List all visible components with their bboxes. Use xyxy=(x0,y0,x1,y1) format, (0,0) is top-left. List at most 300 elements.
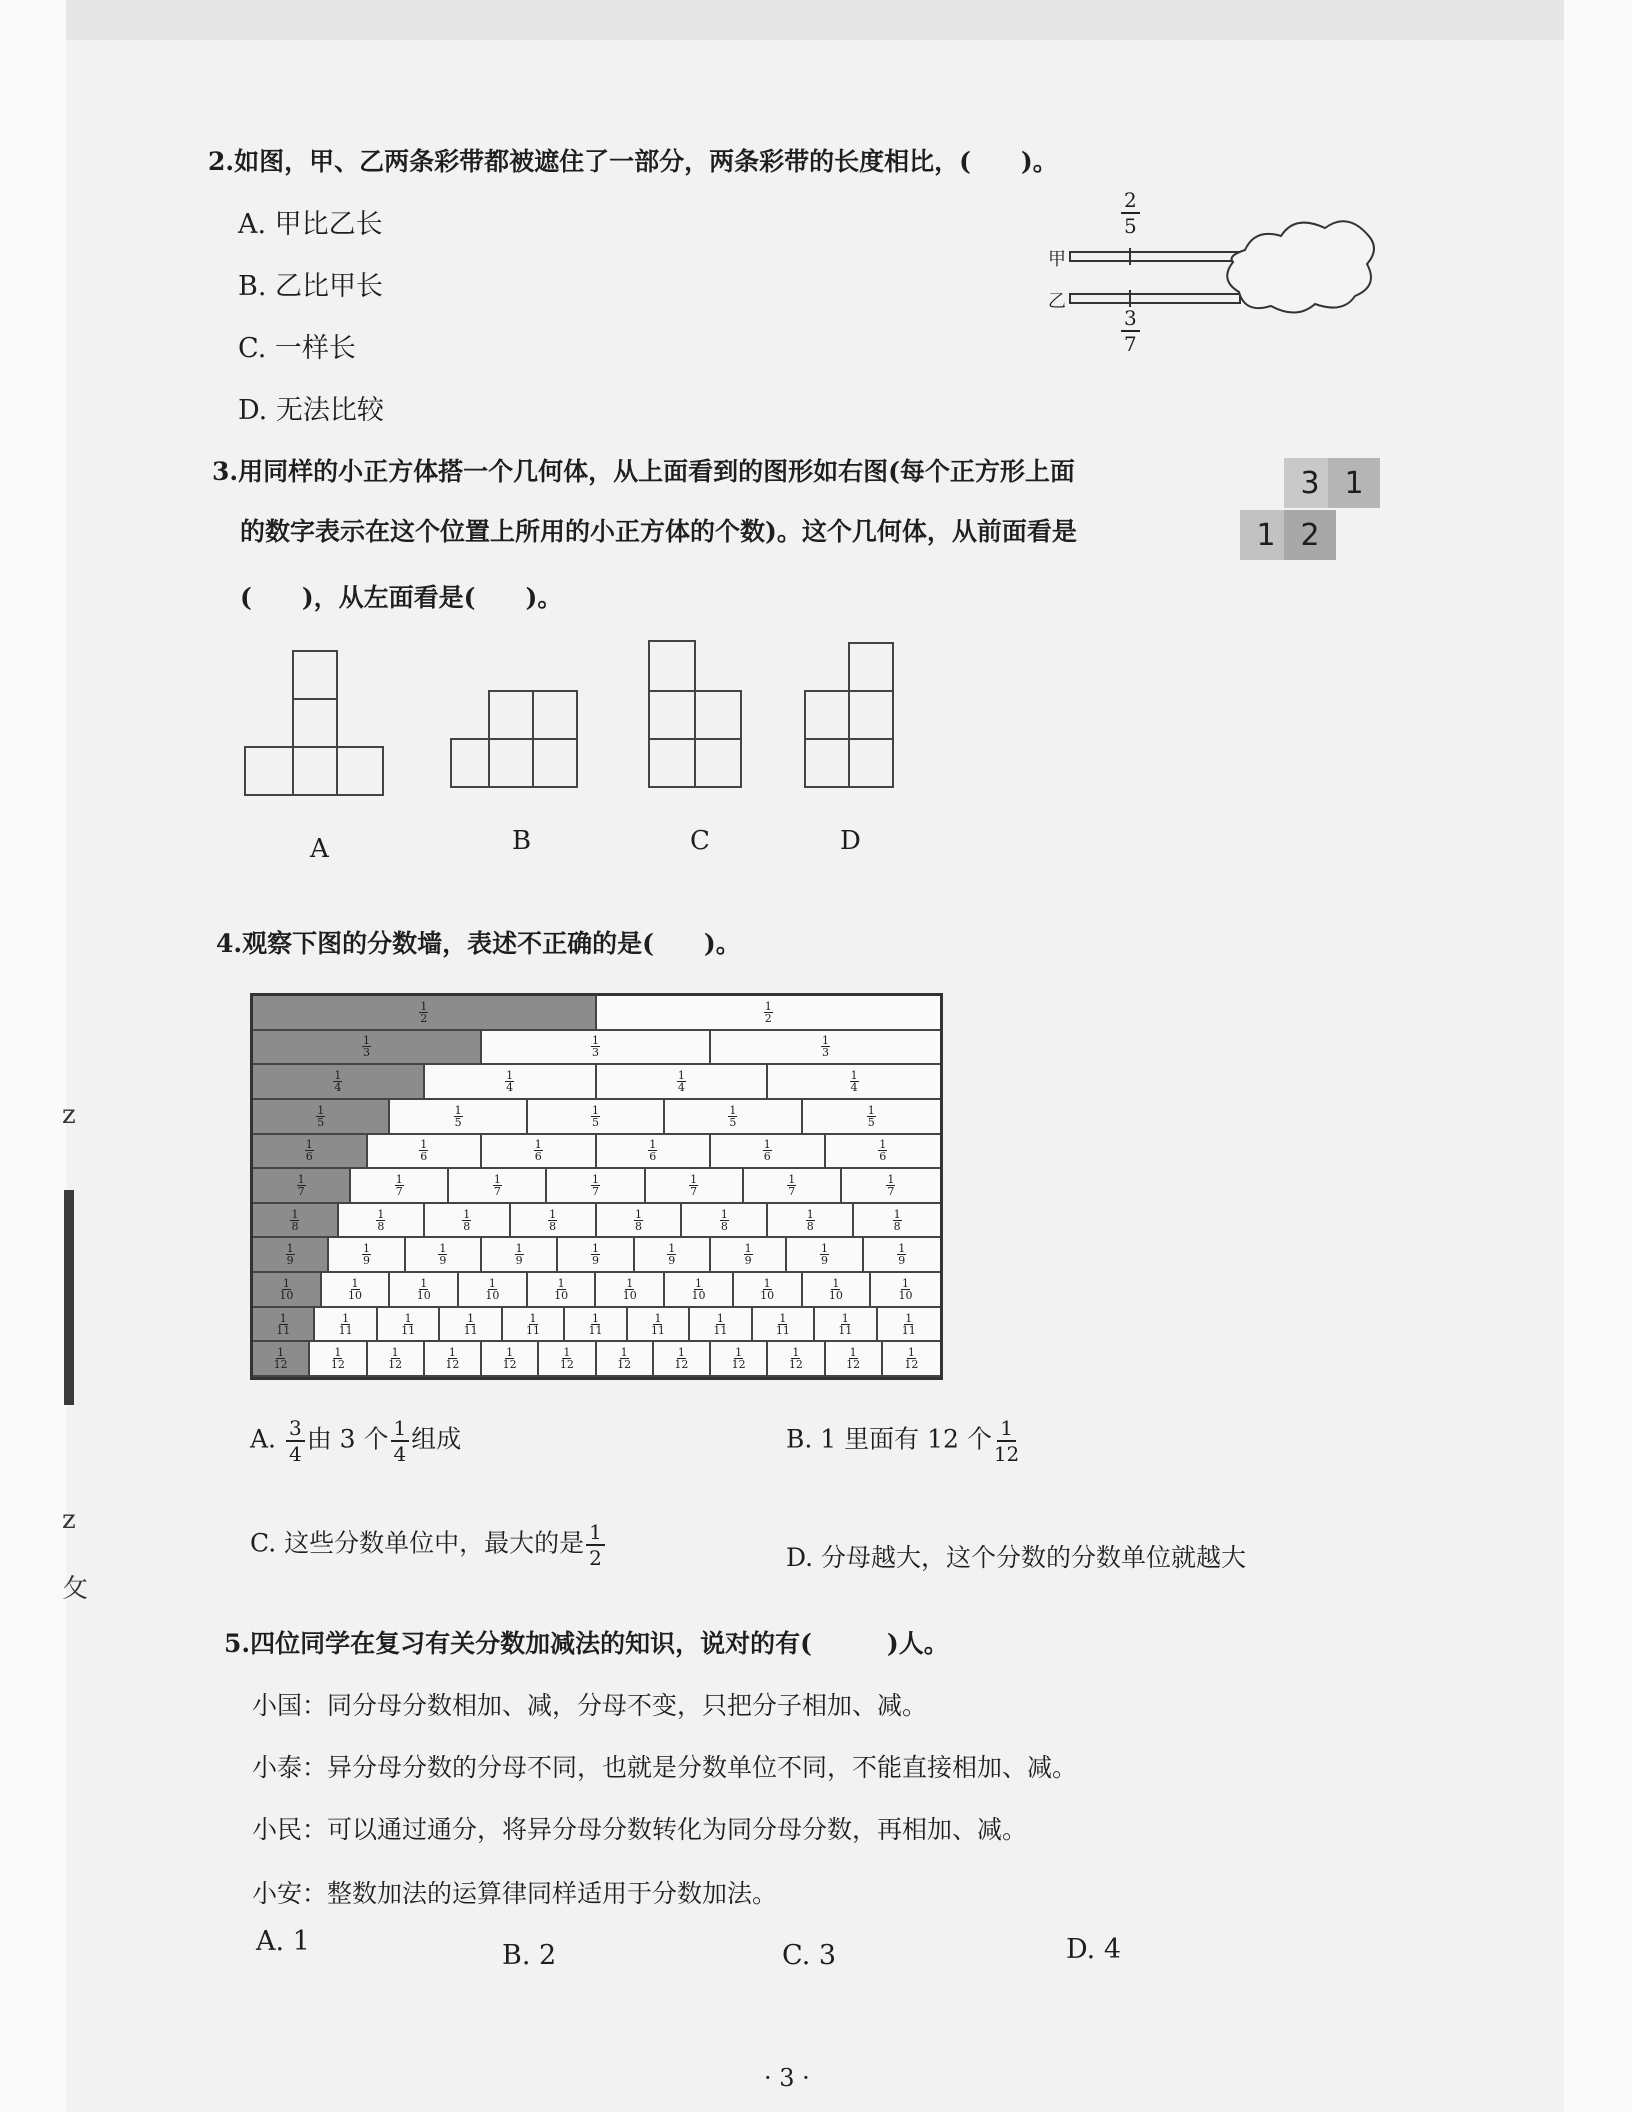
frac-numerator: 1 xyxy=(849,1346,857,1360)
unit-fraction xyxy=(297,1174,306,1197)
frac-denominator: 5 xyxy=(867,1115,875,1129)
fraction-wall-cell xyxy=(654,1342,711,1377)
q2-option-c[interactable]: C. 一样长 xyxy=(238,333,356,364)
fraction-wall-cell xyxy=(253,1308,315,1343)
ribbon-label-yi: 乙 xyxy=(1048,291,1066,312)
unit-fraction xyxy=(534,1139,543,1162)
frac-denominator: 8 xyxy=(291,1219,299,1233)
edge-char: 攵 xyxy=(62,1574,89,1604)
q3-stem-line1: 3.用同样的小正方体搭一个几何体，从上面看到的图形如右图(每个正方形上面 xyxy=(212,457,1075,486)
fraction-wall-cell xyxy=(635,1238,711,1273)
frac-numerator: 1 xyxy=(591,1242,599,1256)
frac-denominator: 9 xyxy=(820,1254,828,1268)
q3-figure-c[interactable] xyxy=(648,640,744,790)
q4-stem: 4.观察下图的分数墙，表述不正确的是( )。 xyxy=(216,929,741,958)
frac-numerator: 1 xyxy=(334,1069,342,1083)
frac-numerator: 1 xyxy=(591,1311,599,1325)
unit-fraction xyxy=(897,1243,906,1266)
fraction-wall-cell xyxy=(425,1204,511,1239)
frac-denominator: 12 xyxy=(559,1358,574,1372)
unit-fraction xyxy=(763,1139,772,1162)
ribbon-figure xyxy=(1040,190,1380,370)
fraction-wall-cell xyxy=(449,1169,547,1204)
top-view-cell: 2 xyxy=(1284,510,1336,560)
unit-fraction xyxy=(305,1139,314,1162)
frac-denominator: 12 xyxy=(904,1358,919,1372)
option-text: B. 1 里面有 12 个 xyxy=(786,1424,992,1454)
q4-option-a[interactable] xyxy=(250,1418,461,1464)
unit-fraction xyxy=(503,1347,517,1370)
fraction-wall-cell xyxy=(787,1238,863,1273)
frac-numerator: 1 xyxy=(586,1522,605,1546)
q2-option-b[interactable]: B. 乙比甲长 xyxy=(238,271,384,302)
unit-fraction xyxy=(388,1347,402,1370)
frac-denominator: 12 xyxy=(388,1358,403,1372)
frac-numerator: 1 xyxy=(649,1138,657,1152)
unit-fraction xyxy=(838,1313,852,1336)
fraction-wall-cell xyxy=(253,996,597,1031)
unit-fraction xyxy=(591,1035,600,1058)
unit-fraction xyxy=(674,1347,688,1370)
frac-denominator: 7 xyxy=(395,1184,403,1198)
frac-denominator: 6 xyxy=(879,1150,887,1164)
q5-statement: 小泰：异分母分数的分母不同，也就是分数单位不同，不能直接相加、减。 xyxy=(252,1753,1078,1782)
unit-fraction xyxy=(417,1278,431,1301)
frac-denominator: 11 xyxy=(463,1323,478,1337)
frac-numerator: 1 xyxy=(549,1207,557,1221)
frac-numerator: 1 xyxy=(716,1311,724,1325)
ribbon-figure-drawing xyxy=(1040,190,1380,370)
frac-numerator: 1 xyxy=(454,1103,462,1117)
q2-stem: 2.如图，甲、乙两条彩带都被遮住了一部分，两条彩带的长度相比，( )。 xyxy=(208,147,1058,176)
unit-fraction xyxy=(438,1243,447,1266)
unit-fraction xyxy=(789,1347,803,1370)
fraction-wall-cell xyxy=(744,1169,842,1204)
frac-numerator: 1 xyxy=(592,1034,599,1048)
unit-fraction xyxy=(331,1347,345,1370)
fraction-wall-cell xyxy=(390,1100,527,1135)
frac-denominator: 5 xyxy=(454,1115,462,1129)
cube-square xyxy=(244,746,294,796)
unit-fraction xyxy=(744,1243,753,1266)
frac-denominator: 9 xyxy=(744,1254,752,1268)
frac-denominator: 12 xyxy=(993,1442,1020,1466)
unit-fraction xyxy=(850,1070,859,1093)
fraction-wall-cell xyxy=(768,1342,825,1377)
frac-numerator: 1 xyxy=(654,1311,662,1325)
unit-fraction xyxy=(362,1243,371,1266)
unit-fraction xyxy=(485,1278,499,1301)
top-view-cell: 3 xyxy=(1284,458,1336,508)
unit-fraction xyxy=(554,1278,568,1301)
frac-denominator: 8 xyxy=(806,1219,814,1233)
fraction-wall-cell xyxy=(690,1308,752,1343)
unit-fraction xyxy=(591,1174,600,1197)
q4-option-b[interactable] xyxy=(786,1418,1021,1464)
fraction-wall-cell xyxy=(368,1342,425,1377)
frac-numerator: 1 xyxy=(305,1138,313,1152)
option-text: 组成 xyxy=(411,1424,462,1454)
fraction-wall-cell xyxy=(711,1031,940,1066)
frac-denominator: 4 xyxy=(288,1442,302,1466)
cube-square xyxy=(292,746,338,796)
frac-numerator: 1 xyxy=(735,1346,743,1360)
unit-fraction xyxy=(829,1278,843,1301)
frac-numerator: 1 xyxy=(515,1242,523,1256)
cube-square xyxy=(488,738,534,788)
page-right-margin xyxy=(1564,0,1632,2112)
frac-numerator: 1 xyxy=(744,1242,752,1256)
frac-denominator: 10 xyxy=(554,1288,569,1302)
q5-option-a[interactable]: A. 1 xyxy=(256,1926,310,1957)
fraction-wall-row xyxy=(253,1169,940,1204)
frac-denominator: 10 xyxy=(828,1288,843,1302)
unit-fraction xyxy=(286,1243,295,1266)
q5-statement: 小安：整数加法的运算律同样适用于分数加法。 xyxy=(252,1879,778,1908)
unit-fraction xyxy=(902,1313,916,1336)
frac-denominator: 12 xyxy=(617,1358,632,1372)
q3-choice-label-a: A xyxy=(310,834,329,864)
fraction-wall-row xyxy=(253,996,940,1031)
fraction-wall-cell xyxy=(253,1100,390,1135)
unit-fraction xyxy=(591,1105,600,1128)
frac-denominator: 7 xyxy=(1124,332,1137,356)
frac-numerator: 1 xyxy=(867,1103,875,1117)
q5-option-d[interactable]: D. 4 xyxy=(1066,1934,1122,1965)
frac-numerator: 1 xyxy=(467,1311,475,1325)
unit-fraction xyxy=(648,1139,657,1162)
q3-figure-a[interactable] xyxy=(244,650,384,800)
frac-numerator: 1 xyxy=(729,1103,737,1117)
unit-fraction xyxy=(776,1313,790,1336)
frac-numerator: 1 xyxy=(763,1138,771,1152)
fraction-wall-row xyxy=(253,1135,940,1170)
fraction-wall-cell xyxy=(253,1065,425,1100)
frac-numerator: 1 xyxy=(822,1034,829,1048)
unit-fraction xyxy=(899,1278,913,1301)
frac-numerator: 1 xyxy=(690,1172,698,1186)
fraction-wall-cell xyxy=(826,1342,883,1377)
unit-fraction xyxy=(634,1209,643,1232)
cube-square xyxy=(694,738,742,788)
fraction-wall-row xyxy=(253,1031,940,1066)
fraction-wall-cell xyxy=(597,1065,769,1100)
unit-fraction xyxy=(787,1174,796,1197)
frac-numerator: 1 xyxy=(404,1311,412,1325)
frac-numerator: 1 xyxy=(677,1346,685,1360)
frac-numerator: 1 xyxy=(634,1207,642,1221)
fraction-wall-cell xyxy=(503,1308,565,1343)
frac-denominator: 10 xyxy=(485,1288,500,1302)
fraction-wall-cell xyxy=(597,1342,654,1377)
unit-fraction xyxy=(419,1001,428,1024)
frac-denominator: 7 xyxy=(591,1184,599,1198)
frac-denominator: 3 xyxy=(592,1046,599,1060)
fraction-wall-cell xyxy=(682,1204,768,1239)
fraction-wall-cell xyxy=(315,1308,377,1343)
frac-numerator: 1 xyxy=(342,1311,350,1325)
frac-denominator: 7 xyxy=(493,1184,501,1198)
frac-numerator: 1 xyxy=(626,1276,634,1290)
frac-numerator: 1 xyxy=(395,1172,403,1186)
q3-figure-d[interactable] xyxy=(804,642,896,792)
q3-stem-line2: 的数字表示在这个位置上所用的小正方体的个数)。这个几何体，从前面看是 xyxy=(240,517,1077,546)
unit-fraction xyxy=(548,1209,557,1232)
frac-denominator: 12 xyxy=(273,1358,288,1372)
q2-option-a[interactable]: A. 甲比乙长 xyxy=(238,209,383,240)
q5-option-c[interactable]: C. 3 xyxy=(782,1940,837,1971)
unit-fraction xyxy=(454,1105,463,1128)
fraction-wall-cell xyxy=(646,1169,744,1204)
q5-option-b[interactable]: B. 2 xyxy=(502,1940,557,1971)
unit-fraction xyxy=(493,1174,502,1197)
unit-fraction xyxy=(333,1070,342,1093)
edge-char: z xyxy=(62,1100,76,1130)
fraction-wall-cell xyxy=(628,1308,690,1343)
fraction-wall-cell xyxy=(253,1204,339,1239)
q3-choice-label-c: C xyxy=(690,826,710,856)
q3-figure-b[interactable] xyxy=(450,690,580,800)
frac-denominator: 5 xyxy=(1124,214,1137,238)
q2-option-d[interactable]: D. 无法比较 xyxy=(238,395,384,426)
frac-denominator: 6 xyxy=(534,1150,542,1164)
fraction-wall-cell xyxy=(558,1238,634,1273)
fraction-wall-cell xyxy=(864,1238,940,1273)
frac-numerator: 1 xyxy=(832,1276,840,1290)
frac-denominator: 7 xyxy=(887,1184,895,1198)
unit-fraction xyxy=(821,1035,830,1058)
frac-numerator: 1 xyxy=(997,1418,1016,1442)
frac-numerator: 1 xyxy=(694,1276,702,1290)
frac-denominator: 4 xyxy=(393,1442,407,1466)
frac-denominator: 10 xyxy=(348,1288,363,1302)
fraction-wall-cell xyxy=(253,1169,351,1204)
frac-numerator: 1 xyxy=(317,1103,325,1117)
frac-denominator: 4 xyxy=(334,1081,342,1095)
frac-numerator: 1 xyxy=(591,1172,599,1186)
unit-fraction xyxy=(276,1313,290,1336)
unit-fraction xyxy=(395,1174,404,1197)
fraction-wall-cell xyxy=(711,1342,768,1377)
cube-square xyxy=(292,698,338,748)
frac-numerator: 1 xyxy=(720,1207,728,1221)
frac-denominator: 11 xyxy=(276,1323,291,1337)
unit-fraction xyxy=(689,1174,698,1197)
frac-numerator: 1 xyxy=(841,1311,849,1325)
frac-numerator: 1 xyxy=(529,1311,537,1325)
frac-numerator: 1 xyxy=(488,1276,496,1290)
frac-denominator: 5 xyxy=(317,1115,325,1129)
fraction-wall-cell xyxy=(528,1100,665,1135)
frac-denominator: 11 xyxy=(588,1323,603,1337)
frac-denominator: 8 xyxy=(463,1219,471,1233)
unit-fraction xyxy=(691,1278,705,1301)
frac-denominator: 12 xyxy=(502,1358,517,1372)
fraction-wall-cell xyxy=(253,1342,310,1377)
fraction-wall-cell xyxy=(390,1273,459,1308)
cube-square xyxy=(648,690,696,740)
frac-denominator: 12 xyxy=(731,1358,746,1372)
fraction-wall-cell xyxy=(826,1135,941,1170)
frac-denominator: 12 xyxy=(674,1358,689,1372)
frac-denominator: 9 xyxy=(362,1254,370,1268)
fraction-wall-cell xyxy=(482,1238,558,1273)
cube-square xyxy=(804,690,850,740)
fraction-wall-cell xyxy=(482,1031,711,1066)
unit-fraction xyxy=(893,1209,902,1232)
fraction-wall-cell xyxy=(322,1273,391,1308)
fraction-wall-cell xyxy=(329,1238,405,1273)
fraction-wall-cell xyxy=(597,996,941,1031)
frac-denominator: 2 xyxy=(420,1011,428,1025)
frac-numerator: 1 xyxy=(291,1207,299,1221)
unit-fraction xyxy=(806,1209,815,1232)
unit-fraction xyxy=(846,1347,860,1370)
frac-denominator: 11 xyxy=(838,1323,853,1337)
frac-numerator: 1 xyxy=(534,1138,542,1152)
frac-numerator: 1 xyxy=(557,1276,565,1290)
frac-numerator: 1 xyxy=(277,1346,285,1360)
cube-square xyxy=(532,690,578,740)
unit-fraction xyxy=(667,1243,676,1266)
top-view-cell: 1 xyxy=(1240,510,1292,560)
fraction-wall-cell xyxy=(253,1273,322,1308)
frac-numerator: 1 xyxy=(764,999,772,1013)
ribbon-fraction-a xyxy=(1119,190,1142,236)
q5-statement: 小民：可以通过通分，将异分母分数转化为同分母分数，再相加、减。 xyxy=(252,1815,1028,1844)
fraction-wall-row xyxy=(253,1065,940,1100)
unit-fraction xyxy=(886,1174,895,1197)
frac-denominator: 11 xyxy=(338,1323,353,1337)
frac-numerator: 1 xyxy=(620,1346,628,1360)
q3-choice-label-d: D xyxy=(840,826,861,856)
ribbon-label-jia: 甲 xyxy=(1048,249,1066,270)
unit-fraction xyxy=(348,1278,362,1301)
fraction-wall-cell xyxy=(511,1204,597,1239)
frac-numerator: 1 xyxy=(893,1207,901,1221)
fraction-wall-cell xyxy=(768,1204,854,1239)
unit-fraction xyxy=(445,1347,459,1370)
frac-denominator: 2 xyxy=(589,1546,602,1570)
fraction-wall-cell xyxy=(425,1342,482,1377)
unit-fraction xyxy=(677,1070,686,1093)
frac-denominator: 8 xyxy=(377,1219,385,1233)
fraction-wall-row xyxy=(253,1273,940,1308)
fraction-wall xyxy=(250,993,943,1380)
frac-numerator: 1 xyxy=(420,999,428,1013)
cube-square xyxy=(848,690,894,740)
frac-denominator: 6 xyxy=(420,1150,428,1164)
frac-numerator: 1 xyxy=(351,1276,359,1290)
fraction-wall-row xyxy=(253,1342,940,1377)
frac-denominator: 11 xyxy=(526,1323,541,1337)
frac-numerator: 1 xyxy=(887,1172,895,1186)
frac-denominator: 7 xyxy=(690,1184,698,1198)
fraction-wall-cell xyxy=(596,1273,665,1308)
unit-fraction xyxy=(505,1070,514,1093)
frac-denominator: 11 xyxy=(775,1323,790,1337)
cube-square xyxy=(336,746,384,796)
frac-denominator: 7 xyxy=(297,1184,305,1198)
fraction-wall-row xyxy=(253,1308,940,1343)
fraction-wall-cell xyxy=(803,1273,872,1308)
frac-numerator: 1 xyxy=(898,1242,906,1256)
unit-fraction xyxy=(376,1209,385,1232)
frac-numerator: 1 xyxy=(297,1172,305,1186)
fraction-wall-cell xyxy=(854,1204,940,1239)
frac-numerator: 1 xyxy=(905,1311,913,1325)
q4-option-d[interactable]: D. 分母越大，这个分数的分数单位就越大 xyxy=(786,1543,1247,1572)
frac-numerator: 1 xyxy=(334,1346,342,1360)
frac-denominator: 11 xyxy=(650,1323,665,1337)
frac-numerator: 1 xyxy=(820,1242,828,1256)
q3-choice-label-b: B xyxy=(512,826,532,856)
frac-denominator: 11 xyxy=(401,1323,416,1337)
frac-denominator: 10 xyxy=(416,1288,431,1302)
cube-square xyxy=(450,738,490,788)
frac-denominator: 10 xyxy=(760,1288,775,1302)
fraction-wall-cell xyxy=(815,1308,877,1343)
fraction-wall-cell xyxy=(565,1308,627,1343)
fraction-wall-cell xyxy=(539,1342,596,1377)
unit-fraction xyxy=(588,1313,602,1336)
cube-square xyxy=(292,650,338,700)
q4-option-c[interactable] xyxy=(250,1522,607,1568)
unit-fraction xyxy=(651,1313,665,1336)
option-text: 由 3 个 xyxy=(306,1424,389,1454)
frac-denominator: 10 xyxy=(279,1288,294,1302)
frac-denominator: 12 xyxy=(846,1358,861,1372)
frac-denominator: 4 xyxy=(506,1081,514,1095)
frac-numerator: 1 xyxy=(668,1242,676,1256)
fraction-wall-cell xyxy=(440,1308,502,1343)
unit-fraction xyxy=(867,1105,876,1128)
unit-fraction xyxy=(274,1347,288,1370)
frac-numerator: 1 xyxy=(420,1276,428,1290)
frac-numerator: 1 xyxy=(677,1069,685,1083)
q5-stem: 5.四位同学在复习有关分数加减法的知识，说对的有( )人。 xyxy=(224,1629,949,1658)
fraction-wall-cell xyxy=(253,1135,368,1170)
cube-square xyxy=(648,738,696,788)
fraction-wall-cell xyxy=(597,1135,712,1170)
fraction-wall-cell xyxy=(482,1342,539,1377)
fraction-wall-cell xyxy=(547,1169,645,1204)
unit-fraction xyxy=(401,1313,415,1336)
fraction-wall-cell xyxy=(597,1204,683,1239)
frac-denominator: 3 xyxy=(363,1046,370,1060)
cube-square xyxy=(532,738,578,788)
frac-numerator: 1 xyxy=(563,1346,571,1360)
frac-numerator: 1 xyxy=(788,1172,796,1186)
page-number: · 3 · xyxy=(764,2064,810,2092)
frac-numerator: 1 xyxy=(506,1346,514,1360)
frac-denominator: 9 xyxy=(668,1254,676,1268)
frac-numerator: 1 xyxy=(363,1034,370,1048)
frac-numerator: 1 xyxy=(850,1069,858,1083)
unit-fraction xyxy=(526,1313,540,1336)
unit-fraction xyxy=(362,1035,371,1058)
frac-numerator: 1 xyxy=(391,1346,399,1360)
unit-fraction xyxy=(279,1278,293,1301)
frac-denominator: 9 xyxy=(439,1254,447,1268)
frac-denominator: 4 xyxy=(677,1081,685,1095)
frac-denominator: 4 xyxy=(850,1081,858,1095)
frac-denominator: 8 xyxy=(549,1219,557,1233)
fraction-wall-cell xyxy=(368,1135,483,1170)
option-text: C. 这些分数单位中，最大的是 xyxy=(250,1528,585,1558)
unit-fraction xyxy=(339,1313,353,1336)
frac-denominator: 12 xyxy=(330,1358,345,1372)
